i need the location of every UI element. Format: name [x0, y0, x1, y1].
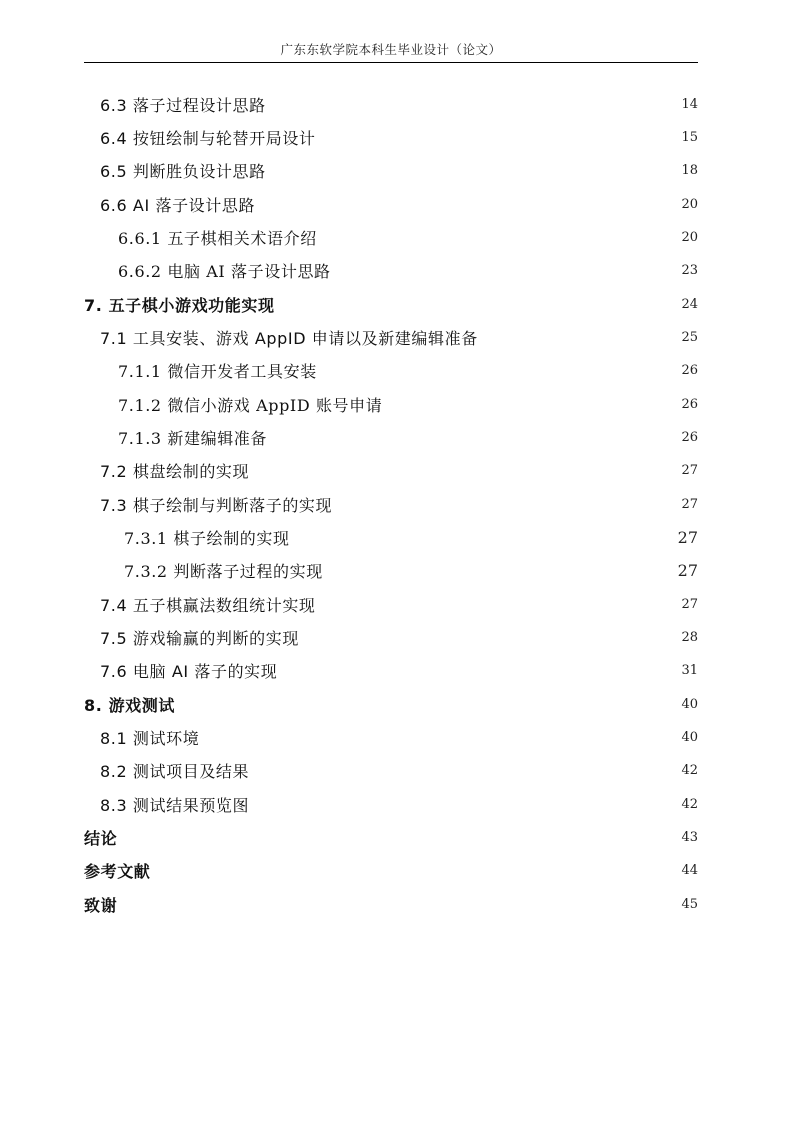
toc-entry-references[interactable] [84, 856, 698, 884]
toc-page-number: 26 [681, 429, 698, 445]
toc-dot-leader [253, 756, 675, 784]
toc-entry-label: 6.6 AI 落子设计思路 [100, 195, 256, 215]
toc-entry-label: 7.1.3 新建编辑准备 [118, 428, 267, 448]
toc-entry-7-1-1[interactable] [118, 356, 698, 384]
toc-entry-label: 7. 五子棋小游戏功能实现 [84, 295, 275, 315]
toc-entry-label: 6.3 落子过程设计思路 [100, 95, 266, 115]
toc-page-number: 40 [681, 696, 698, 712]
toc-entry-8-3[interactable] [100, 790, 698, 818]
toc-dot-leader [179, 690, 675, 718]
toc-entry-label: 7.4 五子棋赢法数组统计实现 [100, 595, 316, 615]
toc-dot-leader [121, 823, 675, 851]
toc-page-number: 20 [681, 196, 698, 212]
toc-dot-leader [294, 523, 672, 551]
toc-entry-label: 7.1.1 微信开发者工具安装 [118, 361, 317, 381]
toc-entry-7[interactable] [84, 290, 698, 318]
toc-entry-6-4[interactable] [100, 123, 698, 151]
toc-page-number: 26 [681, 396, 698, 412]
toc-dot-leader [253, 790, 675, 818]
toc-entry-label: 参考文献 [84, 861, 151, 881]
toc-page-number: 27 [681, 596, 698, 612]
toc-page-number: 15 [681, 129, 698, 145]
toc-entry-label: 6.6.1 五子棋相关术语介绍 [118, 228, 317, 248]
toc-page-number: 44 [681, 862, 698, 878]
toc-entry-conclusion[interactable] [84, 823, 698, 851]
toc-entry-7-4[interactable] [100, 590, 698, 618]
toc-entry-label: 6.4 按钮绘制与轮替开局设计 [100, 128, 316, 148]
toc-entry-label: 7.5 游戏输赢的判断的实现 [100, 628, 299, 648]
toc-page-number: 42 [681, 796, 698, 812]
toc-entry-7-6[interactable] [100, 656, 698, 684]
toc-page-number: 27 [681, 496, 698, 512]
toc-page-number: 24 [681, 296, 698, 312]
toc-dot-leader [154, 856, 675, 884]
toc-dot-leader [303, 623, 676, 651]
toc-entry-label: 6.5 判断胜负设计思路 [100, 161, 266, 181]
toc-entry-label: 6.6.2 电脑 AI 落子设计思路 [118, 261, 331, 281]
toc-page-number: 31 [681, 662, 698, 678]
toc-page-number: 14 [681, 96, 698, 112]
toc-entry-label: 8.2 测试项目及结果 [100, 761, 250, 781]
toc-entry-label: 7.3 棋子绘制与判断落子的实现 [100, 495, 333, 515]
toc-dot-leader [320, 123, 676, 151]
toc-entry-label: 致谢 [84, 895, 118, 915]
toc-dot-leader [327, 556, 672, 584]
toc-dot-leader [321, 356, 676, 384]
toc-entry-7-1-3[interactable] [118, 423, 698, 451]
toc-page-number: 23 [681, 262, 698, 278]
toc-page-number: 26 [681, 362, 698, 378]
toc-dot-leader [121, 890, 675, 918]
toc-page-number: 27 [677, 560, 698, 580]
toc-entry-6-6-1[interactable] [118, 223, 698, 251]
toc-entry-label: 8.3 测试结果预览图 [100, 795, 250, 815]
toc-page-number: 20 [681, 229, 698, 245]
toc-dot-leader [259, 190, 675, 218]
toc-entry-7-3-1[interactable] [124, 523, 698, 551]
toc-entry-6-6[interactable] [100, 190, 698, 218]
toc-page-number: 28 [681, 629, 698, 645]
toc-entry-label: 7.3.2 判断落子过程的实现 [124, 561, 323, 581]
toc-entry-8[interactable] [84, 690, 698, 718]
toc-page-number: 45 [681, 896, 698, 912]
toc-entry-label: 7.1.2 微信小游戏 AppID 账号申请 [118, 395, 383, 415]
toc-entry-label: 8.1 测试环境 [100, 728, 200, 748]
toc-dot-leader [482, 323, 676, 351]
toc-page-number: 43 [681, 829, 698, 845]
toc-dot-leader [281, 656, 675, 684]
toc-dot-leader [203, 723, 675, 751]
toc-entry-7-3-2[interactable] [124, 556, 698, 584]
toc-page-number: 27 [681, 462, 698, 478]
toc-page-number: 42 [681, 762, 698, 778]
toc-entry-7-1-2[interactable] [118, 390, 698, 418]
toc-dot-leader [253, 456, 675, 484]
toc-entry-7-1[interactable] [100, 323, 698, 351]
toc-dot-leader [320, 590, 676, 618]
toc-entry-label: 结论 [84, 828, 118, 848]
toc-page-number: 18 [681, 162, 698, 178]
toc-entry-label: 7.2 棋盘绘制的实现 [100, 461, 250, 481]
toc-dot-leader [279, 290, 676, 318]
toc-dot-leader [270, 90, 676, 118]
toc-dot-leader [336, 490, 675, 518]
toc-dot-leader [270, 156, 676, 184]
toc-entry-acknowledgements[interactable] [84, 890, 698, 918]
toc-entry-6-6-2[interactable] [118, 256, 698, 284]
toc-entry-8-1[interactable] [100, 723, 698, 751]
toc-page-number: 25 [681, 329, 698, 345]
page-header: 广东东软学院本科生毕业设计（论文） [280, 42, 502, 57]
toc-entry-7-2[interactable] [100, 456, 698, 484]
toc-entry-7-5[interactable] [100, 623, 698, 651]
toc-entry-6-3[interactable] [100, 90, 698, 118]
toc-entry-label: 7.1 工具安装、游戏 AppID 申请以及新建编辑准备 [100, 328, 478, 348]
toc-entry-6-5[interactable] [100, 156, 698, 184]
toc-entry-8-2[interactable] [100, 756, 698, 784]
toc-page-number: 27 [677, 527, 698, 547]
toc-dot-leader [271, 423, 675, 451]
toc-dot-leader [321, 223, 676, 251]
toc-dot-leader [386, 390, 675, 418]
toc-page-number: 40 [681, 729, 698, 745]
toc-entry-label: 8. 游戏测试 [84, 695, 175, 715]
toc-dot-leader [335, 256, 676, 284]
toc-entry-label: 7.6 电脑 AI 落子的实现 [100, 661, 278, 681]
toc-entry-label: 7.3.1 棋子绘制的实现 [124, 528, 290, 548]
toc-entry-7-3[interactable] [100, 490, 698, 518]
